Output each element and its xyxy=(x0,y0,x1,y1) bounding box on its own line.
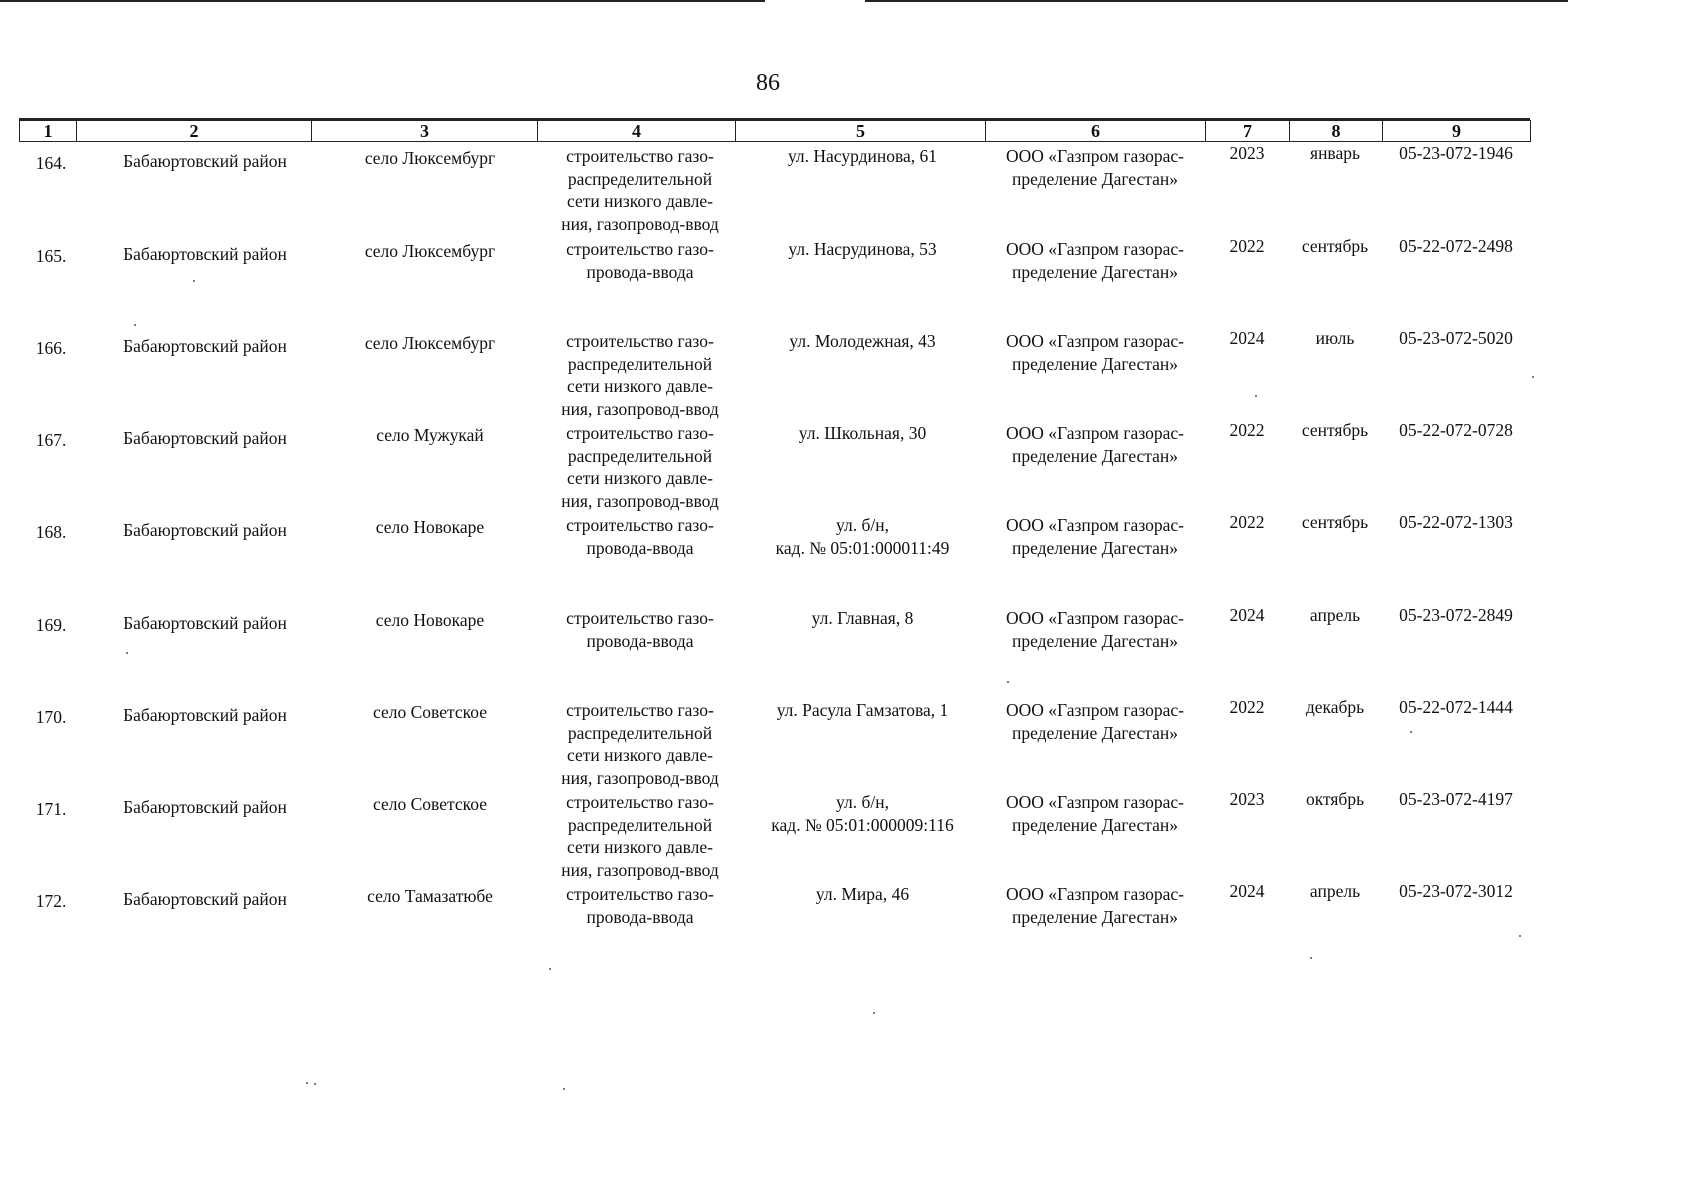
organization-cell xyxy=(985,330,1205,375)
row-number: 164. xyxy=(35,153,67,173)
organization-cell-line: пределение Дагестан» xyxy=(1011,630,1179,651)
address-cell-line: ул. Насрудинова, 53 xyxy=(788,239,937,259)
work-description-cell-line: сети низкого давле- xyxy=(566,468,714,488)
address-cell xyxy=(750,883,975,906)
address-cell xyxy=(750,791,975,836)
scan-speck xyxy=(1532,376,1534,378)
row-number: 169. xyxy=(35,615,67,635)
column-number: 1 xyxy=(20,121,77,142)
registration-code-cell: 05-23-072-1946 xyxy=(1399,143,1513,163)
month-cell: октябрь xyxy=(1305,789,1365,809)
work-description-cell-line: ния, газопровод-ввод xyxy=(561,490,719,511)
organization-cell-line: ООО «Газпром газорас- xyxy=(1006,515,1184,535)
organization-cell-line: ООО «Газпром газорас- xyxy=(1006,239,1184,259)
address-cell-line: ул. б/н, xyxy=(836,792,889,812)
organization-cell xyxy=(985,699,1205,744)
registration-code-cell: 05-22-072-1444 xyxy=(1399,697,1513,717)
page-number: 86 xyxy=(756,70,780,96)
address-cell xyxy=(750,514,975,559)
organization-cell xyxy=(985,883,1205,928)
organization-cell xyxy=(985,514,1205,559)
scan-speck xyxy=(549,968,551,970)
settlement-cell: село Тамазатюбе xyxy=(367,886,493,906)
scan-speck xyxy=(193,280,195,282)
work-description-cell-line: провода-ввода xyxy=(586,261,694,282)
organization-cell-line: ООО «Газпром газорас- xyxy=(1006,700,1184,720)
organization-cell-line: пределение Дагестан» xyxy=(1011,722,1179,743)
scan-speck xyxy=(314,1083,316,1085)
address-cell xyxy=(750,422,975,445)
column-number: 7 xyxy=(1206,121,1290,142)
year-cell: 2022 xyxy=(1229,420,1265,440)
work-description-cell xyxy=(540,791,740,881)
scan-speck xyxy=(306,1082,308,1084)
row-number: 171. xyxy=(35,799,67,819)
settlement-cell: село Люксембург xyxy=(364,148,496,168)
settlement-cell: село Новокаре xyxy=(375,610,485,630)
work-description-cell-line: строительство газо- xyxy=(566,884,714,904)
work-description-cell xyxy=(540,883,740,928)
organization-cell-line: ООО «Газпром газорас- xyxy=(1006,331,1184,351)
district-cell: Бабаюртовский район xyxy=(123,705,287,725)
work-description-cell-line: распределительной xyxy=(567,353,713,374)
district-cell: Бабаюртовский район xyxy=(123,336,287,356)
column-number: 3 xyxy=(312,121,538,142)
settlement-cell: село Люксембург xyxy=(364,333,496,353)
column-number: 6 xyxy=(986,121,1206,142)
district-cell: Бабаюртовский район xyxy=(123,889,287,909)
district-cell: Бабаюртовский район xyxy=(123,613,287,633)
work-description-cell xyxy=(540,422,740,512)
address-cell-line: ул. Мира, 46 xyxy=(815,884,910,904)
work-description-cell-line: ния, газопровод-ввод xyxy=(561,859,719,880)
organization-cell-line: ООО «Газпром газорас- xyxy=(1006,884,1184,904)
address-cell-line: кад. № 05:01:000009:116 xyxy=(771,814,954,835)
column-number: 4 xyxy=(538,121,736,142)
district-cell: Бабаюртовский район xyxy=(123,151,287,171)
organization-cell xyxy=(985,238,1205,283)
work-description-cell-line: сети низкого давле- xyxy=(566,191,714,211)
settlement-cell: село Люксембург xyxy=(364,241,496,261)
registration-code-cell: 05-23-072-4197 xyxy=(1399,789,1513,809)
address-cell-line: ул. Главная, 8 xyxy=(811,608,914,628)
settlement-cell: село Советское xyxy=(373,702,487,722)
month-cell: декабрь xyxy=(1305,697,1365,717)
organization-cell xyxy=(985,607,1205,652)
district-cell: Бабаюртовский район xyxy=(123,428,287,448)
address-cell xyxy=(750,145,975,168)
work-description-cell xyxy=(540,330,740,420)
settlement-cell: село Советское xyxy=(373,794,487,814)
month-cell: сентябрь xyxy=(1301,512,1369,532)
address-cell-line: ул. Молодежная, 43 xyxy=(789,331,936,351)
organization-cell-line: пределение Дагестан» xyxy=(1011,168,1179,189)
address-cell xyxy=(750,699,975,722)
column-number: 8 xyxy=(1290,121,1383,142)
address-cell xyxy=(750,238,975,261)
work-description-cell-line: сети низкого давле- xyxy=(566,376,714,396)
work-description-cell-line: сети низкого давле- xyxy=(566,745,714,765)
address-cell-line: ул. Насурдинова, 61 xyxy=(787,146,938,166)
district-cell: Бабаюртовский район xyxy=(123,244,287,264)
organization-cell-line: пределение Дагестан» xyxy=(1011,814,1179,835)
scan-speck xyxy=(873,1012,875,1014)
work-description-cell-line: строительство газо- xyxy=(566,515,714,535)
district-cell: Бабаюртовский район xyxy=(123,520,287,540)
scan-speck xyxy=(134,324,136,326)
organization-cell-line: ООО «Газпром газорас- xyxy=(1006,792,1184,812)
month-cell: апрель xyxy=(1309,605,1361,625)
year-cell: 2023 xyxy=(1229,143,1265,163)
year-cell: 2022 xyxy=(1229,697,1265,717)
work-description-cell-line: строительство газо- xyxy=(566,331,714,351)
work-description-cell-line: провода-ввода xyxy=(586,537,694,558)
work-description-cell-line: распределительной xyxy=(567,814,713,835)
column-number: 2 xyxy=(77,121,312,142)
row-number: 166. xyxy=(35,338,67,358)
month-cell: апрель xyxy=(1309,881,1361,901)
column-number: 5 xyxy=(736,121,986,142)
work-description-cell xyxy=(540,607,740,652)
scan-speck xyxy=(1410,731,1412,733)
work-description-cell-line: распределительной xyxy=(567,722,713,743)
work-description-cell-line: строительство газо- xyxy=(566,423,714,443)
row-number: 172. xyxy=(35,891,67,911)
work-description-cell-line: строительство газо- xyxy=(566,239,714,259)
address-cell xyxy=(750,330,975,353)
registration-code-cell: 05-23-072-5020 xyxy=(1399,328,1513,348)
work-description-cell-line: сети низкого давле- xyxy=(566,837,714,857)
column-number: 9 xyxy=(1383,121,1531,142)
work-description-cell xyxy=(540,145,740,235)
month-cell: сентябрь xyxy=(1301,420,1369,440)
work-description-cell-line: строительство газо- xyxy=(566,700,714,720)
work-description-cell-line: ния, газопровод-ввод xyxy=(561,398,719,419)
work-description-cell-line: строительство газо- xyxy=(566,146,714,166)
work-description-cell-line: распределительной xyxy=(567,168,713,189)
scan-speck xyxy=(1255,395,1257,397)
organization-cell-line: пределение Дагестан» xyxy=(1011,261,1179,282)
organization-cell-line: пределение Дагестан» xyxy=(1011,906,1179,927)
settlement-cell: село Мужукай xyxy=(376,425,484,445)
month-cell: июль xyxy=(1315,328,1355,348)
registration-code-cell: 05-23-072-3012 xyxy=(1399,881,1513,901)
registration-code-cell: 05-22-072-1303 xyxy=(1399,512,1513,532)
address-cell xyxy=(750,607,975,630)
work-description-cell-line: строительство газо- xyxy=(566,608,714,628)
registration-code-cell: 05-22-072-0728 xyxy=(1399,420,1513,440)
work-description-cell xyxy=(540,699,740,789)
work-description-cell xyxy=(540,238,740,283)
organization-cell xyxy=(985,145,1205,190)
row-number: 165. xyxy=(35,246,67,266)
organization-cell xyxy=(985,791,1205,836)
address-cell-line: ул. Расула Гамзатова, 1 xyxy=(776,700,949,720)
work-description-cell xyxy=(540,514,740,559)
year-cell: 2024 xyxy=(1229,328,1265,348)
row-number: 170. xyxy=(35,707,67,727)
work-description-cell-line: распределительной xyxy=(567,445,713,466)
registration-code-cell: 05-22-072-2498 xyxy=(1399,236,1513,256)
year-cell: 2022 xyxy=(1229,512,1265,532)
work-description-cell-line: ния, газопровод-ввод xyxy=(561,767,719,788)
row-number: 167. xyxy=(35,430,67,450)
scan-speck xyxy=(1007,681,1009,683)
year-cell: 2023 xyxy=(1229,789,1265,809)
organization-cell xyxy=(985,422,1205,467)
registration-code-cell: 05-23-072-2849 xyxy=(1399,605,1513,625)
year-cell: 2024 xyxy=(1229,605,1265,625)
address-cell-line: ул. Школьная, 30 xyxy=(798,423,927,443)
work-description-cell-line: строительство газо- xyxy=(566,792,714,812)
scan-speck xyxy=(1310,957,1312,959)
organization-cell-line: пределение Дагестан» xyxy=(1011,445,1179,466)
scan-speck xyxy=(563,1088,565,1090)
year-cell: 2024 xyxy=(1229,881,1265,901)
organization-cell-line: ООО «Газпром газорас- xyxy=(1006,423,1184,443)
settlement-cell: село Новокаре xyxy=(375,517,485,537)
month-cell: сентябрь xyxy=(1301,236,1369,256)
scan-speck xyxy=(1519,935,1521,937)
district-cell: Бабаюртовский район xyxy=(123,797,287,817)
work-description-cell-line: ния, газопровод-ввод xyxy=(561,213,719,234)
year-cell: 2022 xyxy=(1229,236,1265,256)
organization-cell-line: ООО «Газпром газорас- xyxy=(1006,146,1184,166)
organization-cell-line: ООО «Газпром газорас- xyxy=(1006,608,1184,628)
work-description-cell-line: провода-ввода xyxy=(586,906,694,927)
organization-cell-line: пределение Дагестан» xyxy=(1011,353,1179,374)
month-cell: январь xyxy=(1310,143,1360,163)
work-description-cell-line: провода-ввода xyxy=(586,630,694,651)
address-cell-line: ул. б/н, xyxy=(836,515,889,535)
address-cell-line: кад. № 05:01:000011:49 xyxy=(775,537,950,558)
row-number: 168. xyxy=(35,522,67,542)
scan-speck xyxy=(126,652,128,654)
organization-cell-line: пределение Дагестан» xyxy=(1011,537,1179,558)
